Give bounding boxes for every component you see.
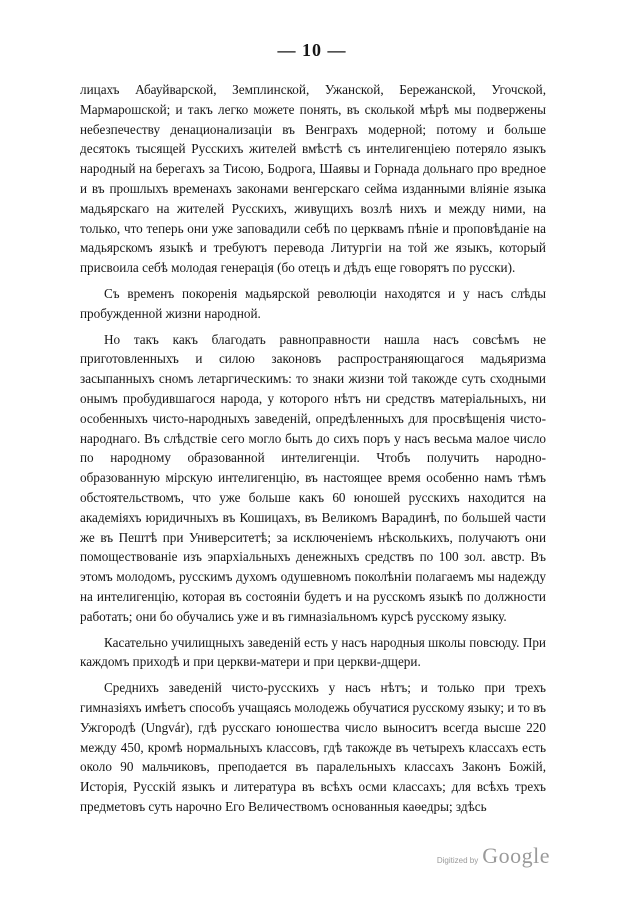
page-number: — 10 — — [277, 40, 347, 60]
paragraph-5: Среднихъ заведеній чисто-русскихъ у насъ нѣтъ; и только при трехъ гимназіяхъ имѣетъ способъ учащаясь молодежь обучатися русскому языку; и то въ Ужгородѣ (Ungvár), гдѣ русскаго юношества число выноситъ всегда высше 220 между 450, кромѣ нормальныхъ классовъ, гдѣ такожде въ четырехъ классахъ есть около 90 мальчиковъ, преподается въ паралельныхъ классахъ Законъ Божій, Исторія, Русскій языкъ и литература въ всѣхъ осми классахъ; для всѣхъ трехъ предметовъ суть нарочно Его Величествомъ основанныя каѳедры; здѣсь — [80, 680, 546, 814]
body-text — [80, 80, 546, 823]
paragraph-4: Касательно училищныхъ заведеній есть у насъ народныя школы повсюду. При каждомъ приходѣ и при церкви-матери и при церкви-дщери. — [80, 634, 546, 670]
google-logo: Google — [482, 843, 550, 868]
paragraph-3: Но такъ какъ благодать равноправности нашла насъ совсѣмъ не приготовленныхъ и силою законовъ распространяющагося мадьяризма засыпанныхъ сномъ летаргическимъ: то знаки жизни той такожде суть сходными онымъ пробудившагося народа, у которого нѣтъ ни средствъ матеріальныхъ, ни особенныхъ чисто-народныхъ заведеній, опредѣленныхъ для просвѣщенія чисто-народнаго. Въ слѣдствіе сего могло быть до сихъ поръ у насъ весьма малое число по народному образованной интелигенціи. Чтобъ получить народно-образованную мірскую интелигенцію, въ настоящее время особенно намъ тѣмъ обстоятельствомъ, что уже больше какъ 60 юношей русскихъ находится на академіяхъ юридичныхъ въ Кошицахъ, въ Великомъ Варадинѣ, по большей части же въ Пештѣ при Университетѣ; за исключеніемъ нѣсколькихъ, получаютъ они помоществованіе изъ эпархіальныхъ денежныхъ средствъ по 100 зол. австр. Въ этомъ молодомъ, русскимъ духомъ одушевномъ поколѣніи полагаемъ мы надежду на интелигенцію, которая въ состояніи будетъ и на русскомъ языкѣ по должности работать; они бо обучались уже и въ гимназіальномъ курсѣ русскому языку. — [80, 331, 546, 624]
watermark-small-text: Digitized by — [436, 856, 479, 865]
paragraph-1: лицахъ Абауйварской, Земплинской, Ужанской, Бережанской, Угочской, Мармарошской; и такъ легко можете понять, въ сколькой мѣрѣ мы подвержены небезпечеству денационализаціи въ Венграхъ модерной; потому и больше десятокъ тысящей Русскихъ жителей вмѣстѣ съ интелигенціею потеряло языкъ народный на берегахъ за Тисою, Бодрога, Шаявы и Горнада дольнаго про вредное и въ прошлыхъ временахъ законами венгерскаго сейма изданными вліяніе языка мадьярскаго на жителей Русскихъ, живущихъ возлѣ нихъ и между ними, на только, что теперь они уже заповадили себѣ по церквамъ пѣніе и проповѣданіе на мадьярскомъ языкѣ и требуютъ перевода Литургіи на той же языкъ, который присвоила себѣ молодая генерація (бо отецъ и дѣдъ еще говорятъ по русски). — [80, 82, 546, 276]
digitized-by-google-watermark — [437, 843, 550, 869]
paragraph-2: Съ временъ покоренія мадьярской революціи находятся и у насъ слѣды пробужденной жизни народной. — [80, 285, 546, 321]
